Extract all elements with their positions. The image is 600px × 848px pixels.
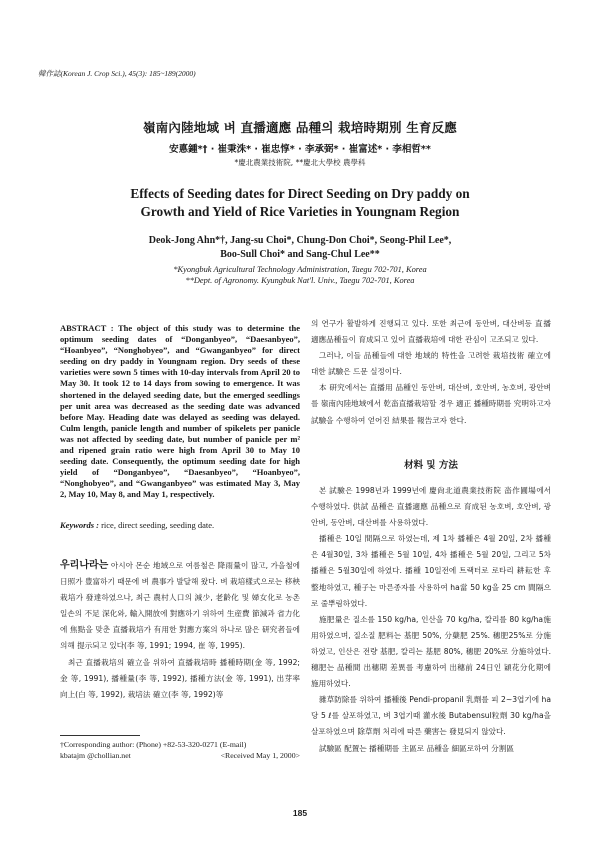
english-affiliation-line-1: *Kyongbuk Agricultural Technology Administration, Taegu 702-701, Korea <box>173 265 427 274</box>
english-affiliation-line-2: **Dept. of Agronomy. Kyungbuk Nat'l. Univ., Taegu 702-701, Korea <box>185 276 415 285</box>
english-authors-line-2: Boo-Sull Choi* and Sang-Chul Lee** <box>220 248 380 260</box>
korean-title: 嶺南內陸地域 벼 直播適應 品種의 栽培時期別 生育反應 <box>142 120 457 135</box>
introduction-continued <box>311 316 551 429</box>
page-number: 185 <box>292 808 308 818</box>
right-paragraph-3: 本 研究에서는 直播用 品種인 동안벼, 대산벼, 호안벼, 농호벼, 광안벼를 嶺南內陸地域에서 乾畓直播栽培할 경우 適正 播種時期를 究明하고자 試驗을 수행하여 얻어진 結果를 報告코자 한다. <box>311 383 551 425</box>
methods-paragraph-4: 雜草防除를 위하여 播種後 Pendi-propanil 乳劑를 피 2~3엽기에 ha당 5 ℓ를 살포하였고, 벼 3엽기때 灌水後 Butabensul粒劑 30 kg/ha을 살포하였으며 除草劑 처리에 따른 藥害는 發見되지 않았다. <box>311 695 551 737</box>
keywords-text: rice, direct seeding, seeding date. <box>98 520 215 530</box>
english-title-line-2: Growth and Yield of Rice Varieties in Youngnam Region <box>140 204 460 219</box>
intro-paragraph-2: 최근 直播栽培의 確立을 위하여 直播栽培時 播種時期(金 等, 1992; 金 等, 1991), 播種量(李 等, 1992), 播種方法(金 等, 1991), 出芽率 向上(白 等, 1992), 栽培法 確立(李 等, 1992)等 <box>60 657 300 699</box>
english-title <box>0 185 600 221</box>
abstract: ABSTRACT : The object of this study was to determine the optimum seeding dates of “Donganbyeo”, “Daesanbyeo”, “Hoanbyeo”, “Nonghobyeo”, and “Gwanganbyeo” for direct seeding on dry paddy in Youngnam region. Dry seeds of these varieties were sown 5 times with 10-day intervals from April 20 to May 30. It took 12 to 14 days from sowing to emergence. It was shortened in the delayed seeding date, but the emerged seedlings per unit area was decreased as the seeding date was advanced before May. Heading date was delayed as seeding was delayed. Culm length, panicle length and number of spikelets per panicle was not affected by seeding date, but number of panicle per m² and ripened grain ratio were high from April 30 to May 10 seeding date. Consequently, the optimum seeding date for high yield of “Donganbyeo”, “Daesanbyeo”, “Hoanbyeo”, “Nonghobyeo”, and “Gwanganbyeo” was estimated May 3, May 2, May 10, May 8, and May 1, respectively. <box>60 323 300 500</box>
footnote-received: <Received May 1, 2000> <box>220 751 300 760</box>
keywords <box>60 520 214 530</box>
korean-affiliation: *慶北農業技術院, **慶北大學校 農學科 <box>234 158 366 167</box>
footnote-line-1: †Corresponding author: (Phone) +82-53-320-0271 (E-mail) <box>60 740 247 749</box>
footnote <box>60 739 300 761</box>
section-title-methods: 材料 및 方法 <box>404 460 458 471</box>
introduction <box>60 558 300 703</box>
right-paragraph-2: 그러나, 이들 品種들에 대한 地域的 特性을 고려한 栽培技術 確立에 대한 試驗은 드문 실정이다. <box>311 351 551 377</box>
english-authors-line-1: Deok-Jong Ahn*†, Jang-su Choi*, Chung-Don Choi*, Seong-Phil Lee*, <box>148 235 452 246</box>
right-paragraph-1: 의 연구가 활발하게 진행되고 있다. 또한 최근에 동안벼, 대산벼등 直播適應品種들이 育成되고 있어 直播栽培에 대한 관심이 고조되고 있다. <box>311 319 551 345</box>
methods-paragraph-3: 施肥量은 질소를 150 kg/ha, 인산을 70 kg/ha, 칼리를 80 kg/ha施用하였으며, 질소질 肥料는 基肥 50%, 分蘖肥 25%. 穗肥25%로 分施하였고, 인산은 전량 基肥, 칼리는 基肥 80%, 穗肥 20%로 分施하였다. 穗肥는 品種間 出穗期 差異를 考慮하여 出穗前 24日인 穎花分化期에 施用하였다. <box>311 614 551 689</box>
intro-lead-word: 우리나라는 <box>60 560 109 571</box>
english-title-line-1: Effects of Seeding dates for Direct Seeding on Dry paddy on <box>130 186 470 201</box>
english-authors <box>0 234 600 261</box>
methods <box>311 483 551 757</box>
methods-paragraph-2: 播種은 10일 間隔으로 하였는데, 제 1차 播種은 4월 20일, 2차 播種은 4월30일, 3차 播種은 5월 10일, 4차 播種은 5월 20일, 그리고 5차 播種은 5월30일에 하였다. 播種 10일전에 트랙터로 로타리 耕耘한 후 整地하였고, 種子는 마른종자를 사용하여 ha當 50 kg을 25 cm 間隔으로 줄뿌림하였다. <box>311 534 551 608</box>
journal-header: 韓作誌(Korean J. Crop Sci.), 45(3): 185~189(2000) <box>38 69 196 78</box>
intro-paragraph-1 <box>60 558 300 655</box>
footnote-line-2 <box>60 750 300 761</box>
footnote-email: kbatajm @chollian.net <box>60 751 131 760</box>
methods-paragraph-1: 본 試驗은 1998년과 1999년에 慶尙北道農業技術院 畓作圃場에서 수행하였다. 供試 品種은 直播適應 品種으로 育成된 농호벼, 호안벼, 광안벼, 동안벼, 대산벼를 사용하였다. <box>311 486 551 528</box>
english-affiliation <box>0 264 600 286</box>
korean-authors: 安悳鍾*† · 崔秉洙* · 崔忠惇* · 李承弼* · 崔富述* · 李相哲** <box>169 144 431 155</box>
footnote-divider <box>60 735 140 736</box>
keywords-label: Keywords : <box>60 520 99 530</box>
intro-paragraph-1-text: 아시아 몬순 地域으로 여름철은 降雨量이 많고, 가을철에 日照가 豊富하기 때문에 벼 農事가 발달해 왔다. 벼 栽培樣式으로는 移秧栽培가 發達하였으나, 최근 農村人口의 減少, 老齡化 및 婦女化로 농촌일손의 不足 深化와, 輸入開放에 對應하기 위하여 生産費 節減과 省力化에 焦點을 맞춘 直播栽培가 有用한 對應方案의 하나로 많은 研究者들에 의해 提示되고 있다(李 等, 1991; 1994, 崔 等, 1995). <box>60 561 300 651</box>
methods-paragraph-5: 試驗區 配置는 播種期를 主區로 品種을 細區로하여 分割區 <box>319 743 514 753</box>
